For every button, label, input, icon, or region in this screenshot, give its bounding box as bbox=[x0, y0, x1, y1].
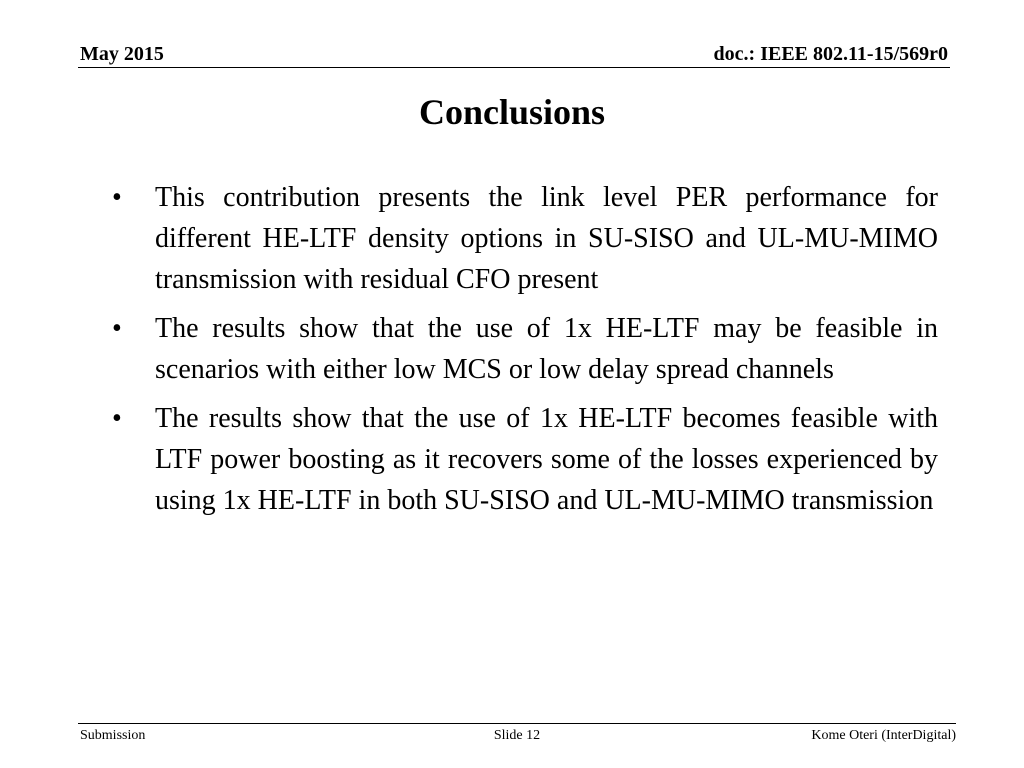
header-doc-id: doc.: IEEE 802.11-15/569r0 bbox=[713, 43, 948, 65]
bullet-list bbox=[112, 177, 938, 529]
bullet-item bbox=[112, 308, 938, 390]
header-divider bbox=[78, 67, 950, 68]
bullet-text: The results show that the use of 1x HE-LTF may be feasible in scenarios with either low MCS or low delay spread channels bbox=[155, 313, 938, 385]
footer-divider bbox=[78, 723, 956, 724]
slide-title: Conclusions bbox=[418, 92, 606, 132]
bullet-dot-icon: • bbox=[112, 403, 122, 434]
bullet-text: This contribution presents the link level PER performance for different HE-LTF density options in SU-SISO and UL-MU-MIMO transmission with residual CFO present bbox=[155, 182, 938, 295]
header-date: May 2015 bbox=[80, 43, 164, 65]
bullet-text: The results show that the use of 1x HE-LTF becomes feasible with LTF power boosting as it recovers some of the losses experienced by using 1x HE-LTF in both SU-SISO and UL-MU-MIMO transmission bbox=[155, 403, 938, 516]
bullet-item bbox=[112, 177, 938, 300]
footer-slide-number: Slide 12 bbox=[493, 728, 541, 743]
footer-author: Kome Oteri (InterDigital) bbox=[811, 728, 956, 743]
bullet-dot-icon: • bbox=[112, 182, 122, 213]
bullet-item bbox=[112, 398, 938, 521]
footer-submission: Submission bbox=[80, 728, 146, 743]
bullet-dot-icon: • bbox=[112, 313, 122, 344]
